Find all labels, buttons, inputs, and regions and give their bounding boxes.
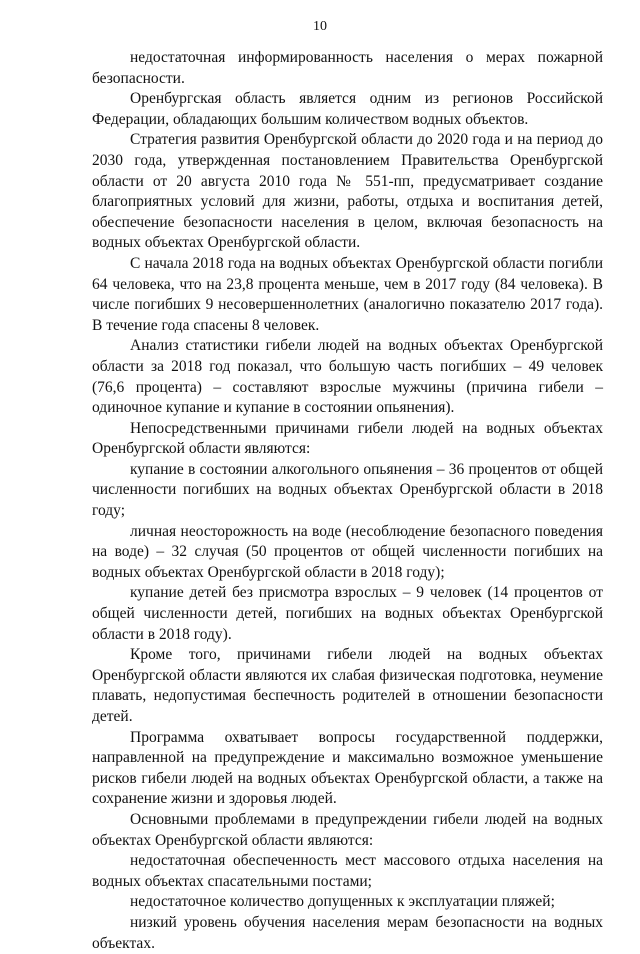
document-body	[92, 48, 603, 954]
list-item: личная неосторожность на воде (несоблюдение безопасного поведения на воде) – 32 случая (50 процентов от общей численности погибших на водных объектах Оренбургской области в 2018 году);	[92, 522, 603, 581]
list-item: купание детей без присмотра взрослых – 9 человек (14 процентов от общей численности детей, погибших на водных объектах Оренбургской области в 2018 году).	[92, 584, 603, 643]
list-item: купание в состоянии алкогольного опьянения – 36 процентов от общей численности погибших на водных объектах Оренбургской области в 2018 году;	[92, 460, 603, 520]
paragraph: Основными проблемами в предупреждении гибели людей на водных объектах Оренбургской области являются:	[92, 810, 603, 849]
page-number: 10	[313, 19, 327, 34]
paragraph: С начала 2018 года на водных объектах Оренбургской области погибли 64 человека, что на 23,8 процента меньше, чем в 2017 году (84 человека). В числе погибших 9 несовершеннолетних (аналогично показателю 2017 года). В течение года спасены 8 человек.	[92, 254, 603, 334]
paragraph: Кроме того, причинами гибели людей на водных объектах Оренбургской области являются их слабая физическая подготовка, неумение плавать, недопустимая беспечность родителей в отношении безопасности детей.	[92, 646, 603, 725]
list-item: недостаточная обеспеченность мест массового отдыха населения на водных объектах спасательными постами;	[92, 852, 603, 890]
paragraph: Непосредственными причинами гибели людей на водных объектах Оренбургской области являются:	[92, 419, 603, 458]
list-item: недостаточное количество допущенных к эксплуатации пляжей;	[130, 893, 555, 911]
paragraph: Стратегия развития Оренбургской области до 2020 года и на период до 2030 года, утвержденная постановлением Правительства Оренбургской области от 20 августа 2010 года № 551-пп, предусматривает создание благоприятных условий для жизни, работы, отдыха и воспитания детей, обеспечение безопасности населения в целом, включая безопасность на водных объектах Оренбургской области.	[92, 131, 603, 252]
paragraph: недостаточная информированность населения о мерах пожарной безопасности.	[92, 49, 603, 87]
paragraph: Анализ статистики гибели людей на водных объектах Оренбургской области за 2018 год показал, что большую часть погибших – 49 человек (76,6 процента) – составляют взрослые мужчины (причина гибели – одиночное купание и купание в состоянии опьянения).	[92, 337, 603, 417]
list-item: низкий уровень обучения населения мерам безопасности на водных объектах.	[92, 913, 603, 952]
paragraph: Оренбургская область является одним из регионов Российской Федерации, обладающих большим количеством водных объектов.	[92, 90, 603, 128]
paragraph: Программа охватывает вопросы государственной поддержки, направленной на предупреждение и максимально возможное уменьшение рисков гибели людей на водных объектах Оренбургской области, а также на сохранение жизни и здоровья людей.	[92, 728, 603, 808]
